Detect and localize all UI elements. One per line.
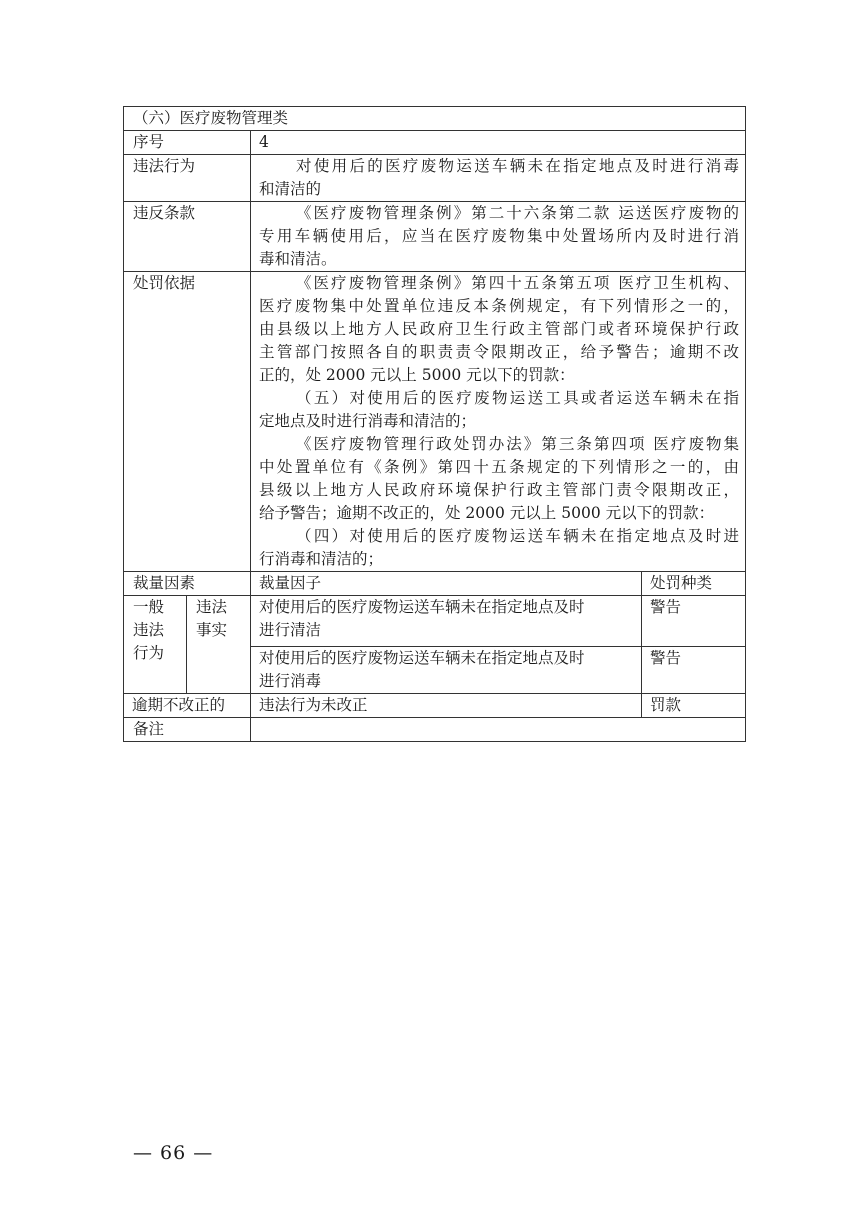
paragraph-line: 正的，处 2000 元以上 5000 元以下的罚款：: [259, 366, 575, 384]
factor-line: 对使用后的医疗废物运送车辆未在指定地点及时: [259, 649, 585, 667]
paragraph-line: 和清洁的: [259, 180, 322, 198]
penalty-discretion-table: [123, 106, 746, 742]
violated-clause-label: 违反条款: [124, 202, 251, 272]
paragraph-line: 行消毒和清洁的；: [259, 550, 384, 568]
paragraph-line: 毒和清洁。: [259, 250, 337, 268]
label-line: 事实: [196, 621, 228, 639]
paragraph-line: 医疗废物集中处置单位违反本条例规定，有下列情形之一的，: [259, 297, 740, 315]
label-line: 违法: [133, 621, 165, 639]
paragraph-line: 对使用后的医疗废物运送车辆未在指定地点及时进行消毒: [296, 157, 740, 175]
violation-fact-label: [187, 596, 251, 694]
overdue-factor: 违法行为未改正: [251, 694, 642, 718]
factor-cell: [251, 647, 642, 694]
paragraph-line: 中处置单位有《条例》第四十五条规定的下列情形之一的，由: [259, 458, 740, 476]
paragraph-line: 《医疗废物管理行政处罚办法》第三条第四项 医疗废物集: [296, 435, 740, 453]
factor-cell: [251, 596, 642, 647]
label-line: 一般: [133, 598, 165, 616]
paragraph-line: 《医疗废物管理条例》第四十五条第五项 医疗卫生机构、: [296, 274, 740, 292]
general-violation-label: [124, 596, 187, 694]
factor-line: 进行清洁: [259, 621, 322, 639]
overdue-penalty: 罚款: [642, 694, 746, 718]
section-title: （六）医疗废物管理类: [124, 107, 746, 131]
factor-label-header: 裁量因素: [124, 572, 251, 596]
label-line: 违法: [196, 598, 228, 616]
paragraph-line: 《医疗废物管理条例》第二十六条第二款 运送医疗废物的: [296, 204, 740, 222]
label-line: 行为: [133, 644, 165, 662]
paragraph-line: 给予警告；逾期不改正的，处 2000 元以上 5000 元以下的罚款：: [259, 504, 715, 522]
paragraph-line: 专用车辆使用后，应当在医疗废物集中处置场所内及时进行消: [259, 227, 740, 245]
penalty-basis-text: [251, 272, 746, 572]
paragraph-line: （五）对使用后的医疗废物运送工具或者运送车辆未在指: [296, 389, 740, 407]
violated-clause-text: [251, 202, 746, 272]
violation-text: [251, 155, 746, 202]
violation-label: 违法行为: [124, 155, 251, 202]
page-number: — 66 —: [133, 1142, 214, 1164]
penalty-type-header: 处罚种类: [642, 572, 746, 596]
penalty-basis-label: 处罚依据: [124, 272, 251, 572]
factor-line: 进行消毒: [259, 672, 322, 690]
factor-line: 对使用后的医疗废物运送车辆未在指定地点及时: [259, 598, 585, 616]
penalty-type-cell: 警告: [642, 596, 746, 647]
paragraph-line: 定地点及时进行消毒和清洁的；: [259, 412, 477, 430]
remarks-label: 备注: [124, 718, 251, 742]
paragraph-line: （四）对使用后的医疗废物运送车辆未在指定地点及时进: [296, 527, 740, 545]
penalty-type-cell: 警告: [642, 647, 746, 694]
factor-header: 裁量因子: [251, 572, 642, 596]
serial-label: 序号: [124, 131, 251, 155]
serial-value: 4: [251, 131, 746, 155]
overdue-label: 逾期不改正的: [124, 694, 251, 718]
paragraph-line: 县级以上地方人民政府环境保护行政主管部门责令限期改正，: [259, 481, 740, 499]
paragraph-line: 由县级以上地方人民政府卫生行政主管部门或者环境保护行政: [259, 320, 740, 338]
remarks-value: [251, 718, 746, 742]
paragraph-line: 主管部门按照各自的职责责令限期改正，给予警告；逾期不改: [259, 343, 740, 361]
